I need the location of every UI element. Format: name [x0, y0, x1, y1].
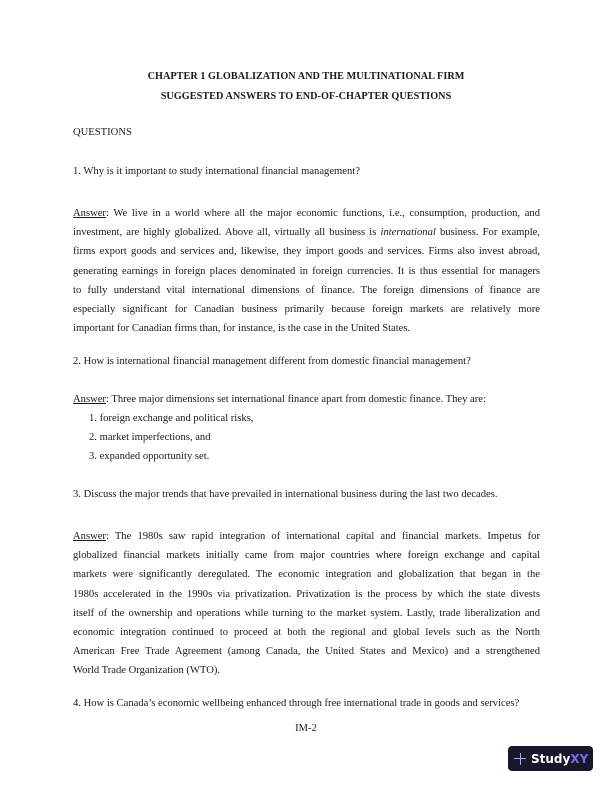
answer-label: Answer [73, 531, 106, 542]
list-item: 3. expanded opportunity set. [89, 451, 210, 462]
answer-text: investment, are highly globalized. Above all, virtually all business is [73, 227, 381, 239]
answer-label: Answer [73, 208, 106, 219]
answer-text: to fully understand vital international dimensions of finance. The foreign dimensions of finance are [73, 284, 540, 296]
answer-label: Answer [73, 394, 106, 405]
plus-icon [514, 753, 526, 765]
answer-text: markets were significantly deregulated. The economic integration and globalization that began in the [73, 569, 540, 581]
answer-2-intro [73, 394, 486, 405]
answer-text: : We live in a world where all the major economic functions, i.e., consumption, production, and [105, 208, 540, 219]
answer-text: World Trade Organization (WTO). [73, 665, 221, 677]
answer-text: : The 1980s saw rapid integration of international capital and financial markets. Impetus for [105, 531, 540, 542]
answer-text: important for Canadian firms than, for instance, is the case in the United States. [73, 323, 411, 335]
answer-text: 1980s accelerated in the 1990s via privatization. Privatization is the process by which the state divests [73, 588, 540, 600]
answer-text: especially significant for Canadian business primarily because foreign markets are relatively more [73, 304, 540, 316]
answer-text: generating earnings in foreign places denominated in foreign currencies. It is thus essential for managers [73, 265, 540, 277]
question-3: 3. Discuss the major trends that have prevailed in international business during the last two decades. [73, 489, 498, 500]
question-1: 1. Why is it important to study international financial management? [73, 166, 360, 177]
list-item: 2. market imperfections, and [89, 432, 211, 443]
chapter-subtitle: SUGGESTED ANSWERS TO END-OF-CHAPTER QUESTIONS [160, 91, 452, 102]
answer-3 [73, 527, 540, 681]
answer-text: American Free Trade Agreement (among Canada, the United States and Mexico) and a strengthened [73, 646, 540, 658]
answer-1 [73, 204, 540, 338]
answer-text: economic integration continued to proceed at both the regional and global levels such as the North [73, 627, 540, 639]
answer-text: globalized financial markets initially came from major countries where foreign exchange and capital [73, 550, 540, 562]
brand-text-study: Study [531, 751, 571, 766]
answer-text: firms export goods and services and, likewise, they import goods and services. Firms also invest abroad, [73, 246, 540, 258]
section-label: QUESTIONS [73, 127, 132, 138]
answer-text: itself of the ownership and operations while turning to the market system. Lastly, trade liberalization and [73, 607, 540, 619]
emphasis-text: international [380, 227, 436, 239]
list-item: 1. foreign exchange and political risks, [89, 413, 254, 424]
studyxy-badge[interactable] [508, 746, 593, 771]
question-4: 4. How is Canada’s economic wellbeing enhanced through free international trade in goods and services? [73, 698, 520, 709]
answer-text: business. For example, [435, 227, 540, 239]
chapter-title: CHAPTER 1 GLOBALIZATION AND THE MULTINATIONAL FIRM [147, 71, 465, 82]
brand-text-xy: XY [570, 751, 589, 766]
question-2: 2. How is international financial management different from domestic financial management? [73, 356, 471, 367]
answer-text: : Three major dimensions set international finance apart from domestic finance. They are: [105, 394, 486, 405]
page-number: IM-2 [295, 723, 317, 734]
